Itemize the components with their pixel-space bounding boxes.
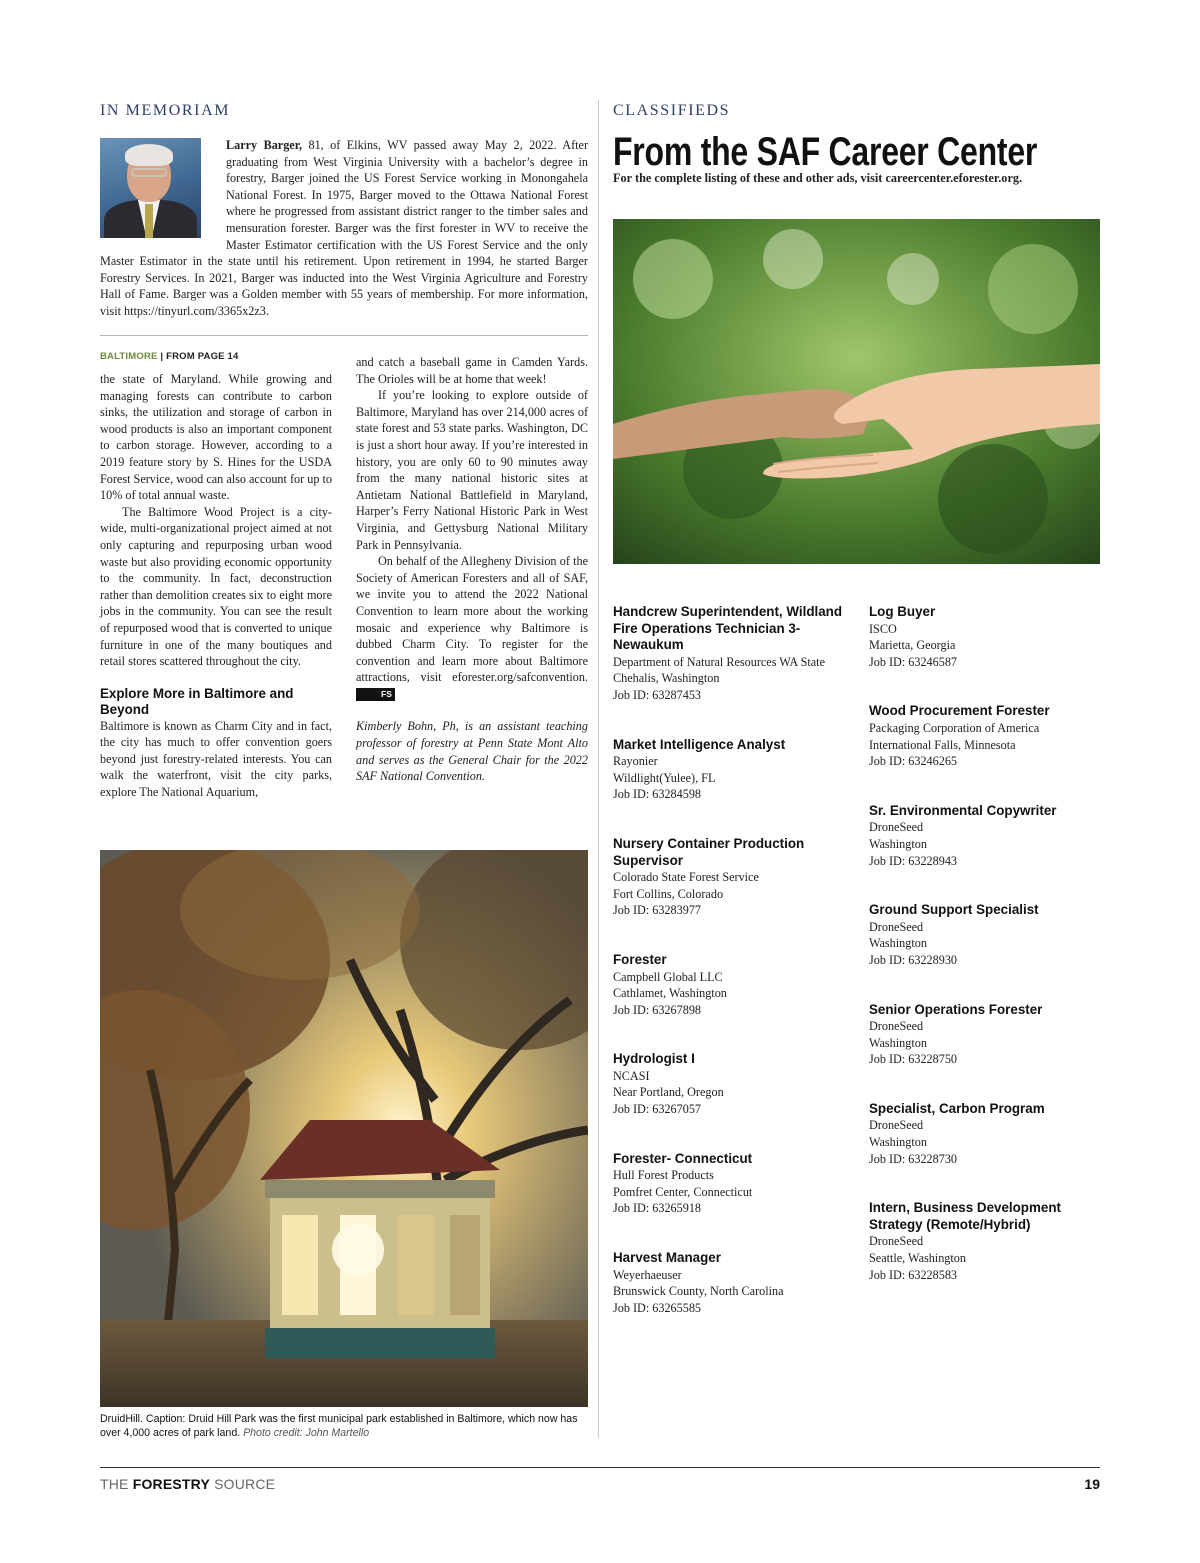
photo-caption: DruidHill. Caption: Druid Hill Park was the first municipal park established in Baltimore, which now has over 4,000 acres of park land. Photo credit: John Martello (100, 1413, 578, 1440)
job-location: Washington (869, 1135, 927, 1150)
article-column-1 (100, 371, 332, 801)
job-organization: Campbell Global LLC (613, 969, 723, 984)
job-location: Wildlight(Yulee), FL (613, 770, 716, 785)
section-label-classifieds: CLASSIFIEDS (613, 102, 731, 119)
article-paragraph: Baltimore is known as Charm City and in fact, the city has much to offer convention goers beyond just forestry-related interests. You can walk the waterfront, visit the city parks, explore The National Aquarium, (100, 718, 332, 800)
job-organization: Rayonier (613, 754, 658, 769)
job-id: Job ID: 63228583 (869, 1267, 958, 1282)
job-listing (613, 952, 853, 1018)
job-title: Forester- Connecticut (613, 1150, 753, 1166)
job-organization: DroneSeed (869, 1019, 924, 1034)
article-column-2 (356, 354, 588, 785)
job-listing (613, 1051, 853, 1117)
job-listing (613, 737, 853, 803)
page-number: 19 (1084, 1476, 1100, 1492)
section-label-in-memoriam: IN MEMORIAM (100, 102, 231, 119)
section-divider (100, 335, 588, 336)
article-kicker: BALTIMORE | FROM PAGE 14 (100, 351, 239, 362)
job-id: Job ID: 63265918 (613, 1201, 702, 1216)
job-title: Wood Procurement Forester (869, 703, 1050, 719)
job-organization: DroneSeed (869, 1234, 924, 1249)
job-title: Harvest Manager (613, 1250, 721, 1266)
job-listing (869, 1002, 1109, 1068)
job-listing (869, 604, 1109, 670)
job-listing (613, 1250, 853, 1316)
article-paragraph: the state of Maryland. While growing and managing forests can contribute to carbon sinks, the utilization and storage of carbon in wood products is also an important component to carbon storage. However, according to a 2019 feature story by S. Hines for the USDA Forest Service, wood can also account for up to 10% of total annual waste. (100, 372, 332, 503)
job-title: Forester (613, 951, 667, 967)
job-location: Seattle, Washington (869, 1251, 966, 1266)
job-title: Log Buyer (869, 604, 936, 619)
footer-brand: THE FORESTRY SOURCE (100, 1476, 276, 1492)
job-organization: NCASI (613, 1068, 650, 1083)
job-location: Brunswick County, North Carolina (613, 1284, 784, 1299)
memoriam-name: Larry Barger, (226, 138, 303, 152)
job-listing (613, 1151, 853, 1217)
job-organization: ISCO (869, 621, 897, 636)
job-location: Fort Collins, Colorado (613, 886, 724, 901)
job-listing (869, 902, 1109, 968)
job-location: Near Portland, Oregon (613, 1085, 724, 1100)
job-listing (613, 836, 853, 919)
job-organization: DroneSeed (869, 1118, 924, 1133)
article-paragraph: The Baltimore Wood Project is a city-wide, multi-organizational project aimed at not only capturing and repurposing urban wood waste but also providing economic opportunity to the community. In fact, deconstruction rather than demolition creates six to eight more jobs in the community. You can see the result of repurposed wood that is converted to unique furniture in one of the many boutiques and retail stores scattered throughout the city. (100, 504, 332, 669)
job-title: Hydrologist I (613, 1051, 695, 1067)
end-mark-badge: FS (356, 688, 395, 701)
job-organization: Weyerhaeuser (613, 1267, 682, 1282)
article-paragraph: and catch a baseball game in Camden Yards. The Orioles will be at home that week! (356, 355, 588, 386)
article-paragraph: On behalf of the Allegheny Division of the Society of American Foresters and all of SAF, we invite you to attend the 2022 National Convention to learn more about the working mosaic and experience why Baltimore is dubbed Charm City. To register for the convention and learn more about Baltimore attractions, visit eforester.org/safconvention. FS (356, 554, 588, 699)
classifieds-title: From the SAF Career Center (613, 130, 1038, 174)
job-title: Handcrew Superintendent, Wildland Fire Operations Technician 3-Newaukum (613, 604, 843, 653)
portrait-photo (100, 138, 201, 238)
job-organization: DroneSeed (869, 919, 924, 934)
job-listing (869, 1200, 1109, 1283)
job-id: Job ID: 63246587 (869, 654, 958, 669)
job-organization: Packaging Corporation of America (869, 720, 1040, 735)
job-title: Ground Support Specialist (869, 902, 1039, 918)
job-location: Washington (869, 836, 927, 851)
job-location: International Falls, Minnesota (869, 737, 1016, 752)
author-bio: Kimberly Bohn, Ph, is an assistant teaching professor of forestry at Penn State Mont Alto and serves as the General Chair for the 2022 SAF National Convention. (356, 719, 588, 784)
memoriam-block (100, 137, 588, 320)
handshake-photo (613, 219, 1100, 564)
job-listing (869, 703, 1109, 769)
classifieds-subtitle: For the complete listing of these and other ads, visit careercenter.eforester.org. (613, 171, 1023, 185)
job-id: Job ID: 63287453 (613, 687, 702, 702)
article-paragraph: If you’re looking to explore outside of Baltimore, Maryland has over 214,000 acres of state forest and 53 state parks. Washington, DC is just a short hour away. If you’re interested in history, you are only 60 to 90 minutes away from the many national historic sites at Antietam National Battlefield in Maryland, Harper’s Ferry National Historic Park in West Virginia, and Gettysburg National Military Park in Pennsylvania. (356, 388, 588, 552)
job-id: Job ID: 63246265 (869, 754, 958, 769)
photo-credit: Photo credit: John Martello (240, 1427, 370, 1440)
job-organization: Colorado State Forest Service (613, 870, 759, 885)
job-organization: Department of Natural Resources WA State (613, 654, 825, 669)
job-id: Job ID: 63228930 (869, 952, 958, 967)
job-title: Senior Operations Forester (869, 1001, 1043, 1017)
job-id: Job ID: 63267057 (613, 1102, 702, 1117)
footer-rule (100, 1467, 1100, 1468)
job-location: Cathlamet, Washington (613, 986, 727, 1001)
job-location: Chehalis, Washington (613, 671, 720, 686)
job-id: Job ID: 63228943 (869, 853, 958, 868)
job-listing (869, 1101, 1109, 1167)
job-organization: Hull Forest Products (613, 1168, 714, 1183)
job-title: Nursery Container Production Supervisor (613, 835, 805, 868)
article-subhead: Explore More in Baltimore and Beyond (100, 685, 294, 717)
druid-hill-park-photo (100, 850, 588, 1407)
job-listing (869, 803, 1109, 869)
job-id: Job ID: 63265585 (613, 1300, 702, 1315)
job-location: Pomfret Center, Connecticut (613, 1184, 753, 1199)
column-divider (598, 100, 599, 1438)
job-list-right (869, 604, 1109, 1316)
job-title: Market Intelligence Analyst (613, 736, 786, 752)
job-title: Intern, Business Development Strategy (Remote/Hybrid) (869, 1200, 1061, 1232)
memoriam-text: Larry Barger, 81, of Elkins, WV passed away May 2, 2022. After graduating from West Virginia University with a bachelor’s degree in forestry, Barger joined the US Forest Service working in Monongahela National Forest. In 1975, Barger moved to the Ottawa National Forest where he progressed from assistant district ranger to the timber sales and mensuration forester. Barger was the first forester in WV to receive the Master Estimator certification with the US Forest Service and the only Master Estimator in the state until his retirement. Upon retirement in 1994, he started Barger Forestry Services. In 2021, Barger was inducted into the West Virginia Agriculture and Forestry Hall of Fame. Barger was a Golden member with 55 years of membership. For more information, visit https://tinyurl.com/3365x2z3. (100, 138, 589, 318)
job-id: Job ID: 63283977 (613, 903, 702, 918)
job-id: Job ID: 63228730 (869, 1151, 958, 1166)
job-organization: DroneSeed (869, 820, 924, 835)
job-location: Washington (869, 936, 927, 951)
job-title: Specialist, Carbon Program (869, 1100, 1045, 1116)
job-listing (613, 604, 853, 704)
job-title: Sr. Environmental Copywriter (869, 802, 1057, 818)
job-id: Job ID: 63284598 (613, 787, 702, 802)
job-list-left (613, 604, 853, 1349)
job-location: Marietta, Georgia (869, 638, 956, 653)
job-id: Job ID: 63228750 (869, 1052, 958, 1067)
job-id: Job ID: 63267898 (613, 1002, 702, 1017)
job-location: Washington (869, 1035, 927, 1050)
